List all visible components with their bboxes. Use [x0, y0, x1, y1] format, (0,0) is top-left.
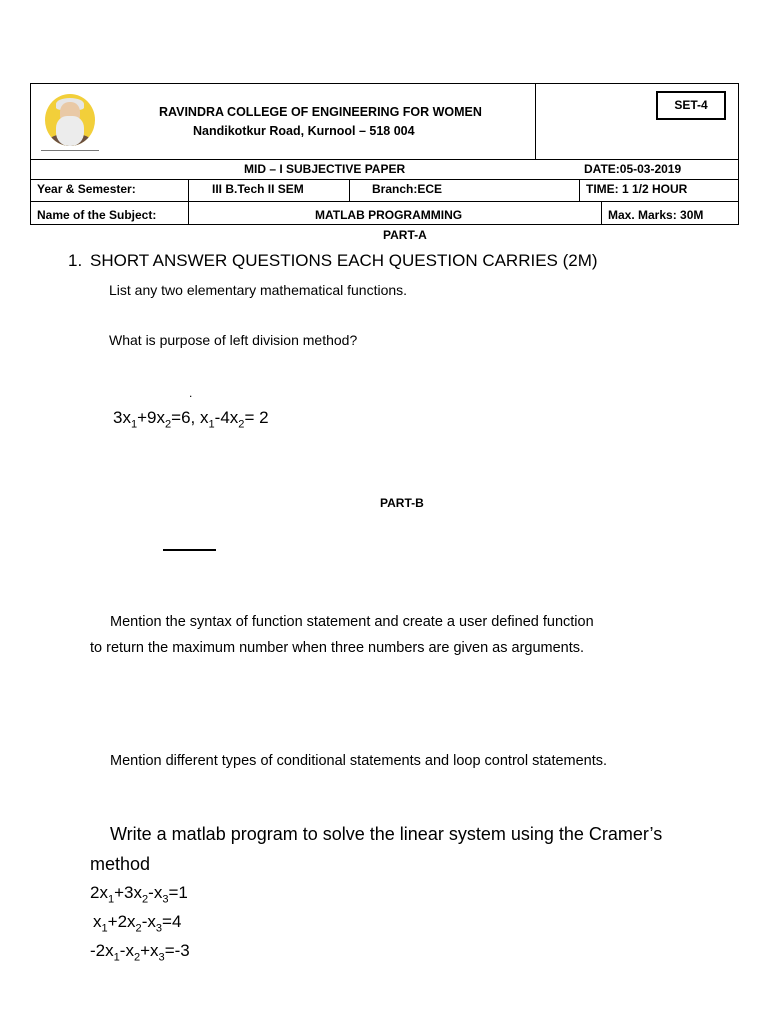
year-semester-label: Year & Semester:: [37, 182, 136, 196]
rule-line: [163, 549, 216, 551]
part-b-question-3-line-2: method: [90, 854, 151, 874]
header-divider: [31, 201, 738, 202]
linear-equation-2: $x_1+2x_2-x_3=4$: [93, 912, 182, 935]
college-logo: [45, 94, 95, 146]
linear-equation-3: $-2x_1-x_2+x_3=-3$: [90, 941, 190, 964]
exam-date: DATE:05-03-2019: [584, 162, 682, 176]
header-divider: [188, 179, 189, 225]
part-b-question-3-line-1: Write a matlab program to solve the linear system using the Cramer’s: [110, 824, 663, 844]
college-name: RAVINDRA COLLEGE OF ENGINEERING FOR WOMEN: [159, 105, 482, 119]
part-a-title: PART-A: [383, 228, 427, 242]
header-divider: [601, 201, 602, 225]
header-divider: [349, 179, 350, 201]
paper-title: MID – I SUBJECTIVE PAPER: [244, 162, 406, 176]
stray-dot: .: [189, 386, 193, 400]
college-address: Nandikotkur Road, Kurnool – 518 004: [193, 124, 415, 138]
question-1-heading: SHORT ANSWER QUESTIONS EACH QUESTION CARRIES (2M): [90, 251, 598, 270]
header-divider: [579, 179, 580, 201]
part-b-title: PART-B: [380, 496, 424, 510]
exam-header-table: [30, 83, 739, 225]
logo-underline: [41, 150, 99, 151]
linear-equation-1: $2x_1+3x_2-x_3=1$: [90, 883, 188, 906]
part-b-question-1-line-1: Mention the syntax of function statement and create a user defined function: [110, 614, 594, 630]
set-number: SET-4: [674, 98, 708, 112]
header-divider: [31, 179, 738, 180]
subject-value: MATLAB PROGRAMMING: [315, 208, 463, 222]
part-a-equation: $3x_1+9x_2=6$, $x_1-4x_2= 2$: [113, 408, 269, 431]
header-divider: [31, 159, 738, 160]
max-marks: Max. Marks: 30M: [608, 208, 704, 222]
year-semester-value: III B.Tech II SEM: [212, 182, 304, 196]
part-a-item-2: What is purpose of left division method?: [109, 332, 358, 348]
branch: Branch:ECE: [372, 182, 443, 196]
part-b-question-2: Mention different types of conditional statements and loop control statements.: [110, 753, 608, 769]
exam-time: TIME: 1 1/2 HOUR: [586, 182, 688, 196]
question-1-number: 1.: [68, 251, 83, 270]
subject-label: Name of the Subject:: [37, 208, 157, 222]
part-b-question-1-line-2: to return the maximum number when three numbers are given as arguments.: [90, 640, 585, 656]
set-number-box: [656, 91, 726, 120]
part-a-item-1: List any two elementary mathematical functions.: [109, 282, 408, 298]
header-divider: [535, 84, 536, 159]
